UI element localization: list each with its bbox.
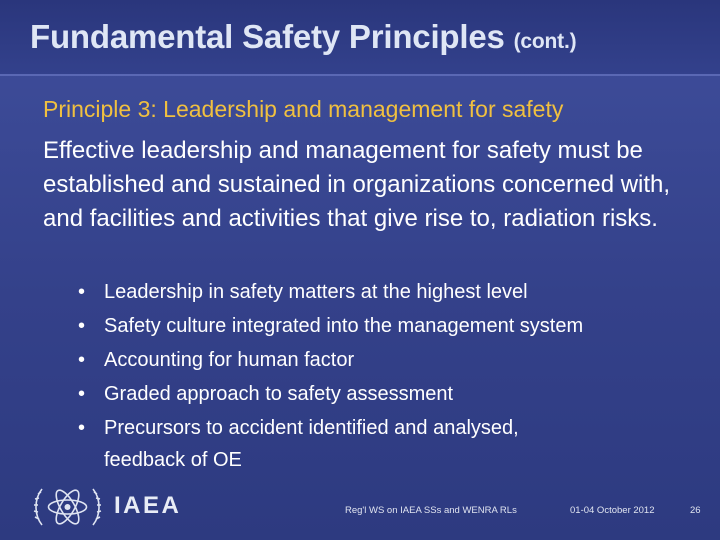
slide-title-suffix: (cont.): [513, 30, 577, 53]
bullet-dot-icon: •: [78, 349, 86, 371]
bullet-dot-icon: •: [78, 383, 86, 405]
principle-heading: Principle 3: Leadership and management for safety: [43, 96, 564, 122]
bullet-dot-icon: •: [78, 315, 86, 337]
iaea-logo-icon: [30, 481, 105, 533]
bullet-text: Graded approach to safety assessment: [104, 383, 454, 405]
footer-date: 01-04 October 2012: [570, 505, 655, 516]
bullet-text: Safety culture integrated into the management system: [104, 315, 584, 337]
bullet-text: Leadership in safety matters at the highest level: [104, 281, 528, 303]
bullet-item: [78, 275, 708, 309]
bullet-dot-icon: •: [78, 417, 86, 439]
header-divider: [0, 74, 720, 76]
bullet-item: [78, 343, 708, 377]
slide-title-main: Fundamental Safety Principles: [30, 18, 505, 55]
slide-title: [30, 18, 576, 56]
bullet-dot-icon: •: [78, 281, 86, 303]
bullet-list: [78, 275, 708, 475]
iaea-logo-text: IAEA: [114, 492, 182, 519]
bullet-item: [78, 377, 708, 411]
principle-statement: Effective leadership and management for safety must be established and sustained in organizations concerned with, and facilities and activities that give rise to, radiation risks.: [43, 137, 671, 232]
bullet-item: [78, 411, 708, 475]
footer-event: Reg'l WS on IAEA SSs and WENRA RLs: [345, 505, 517, 516]
bullet-text: Accounting for human factor: [104, 349, 355, 371]
page-number: 26: [690, 505, 701, 516]
bullet-item: [78, 309, 708, 343]
bullet-continuation: feedback of OE: [104, 449, 242, 471]
bullet-text: Precursors to accident identified and analysed,: [104, 417, 519, 439]
